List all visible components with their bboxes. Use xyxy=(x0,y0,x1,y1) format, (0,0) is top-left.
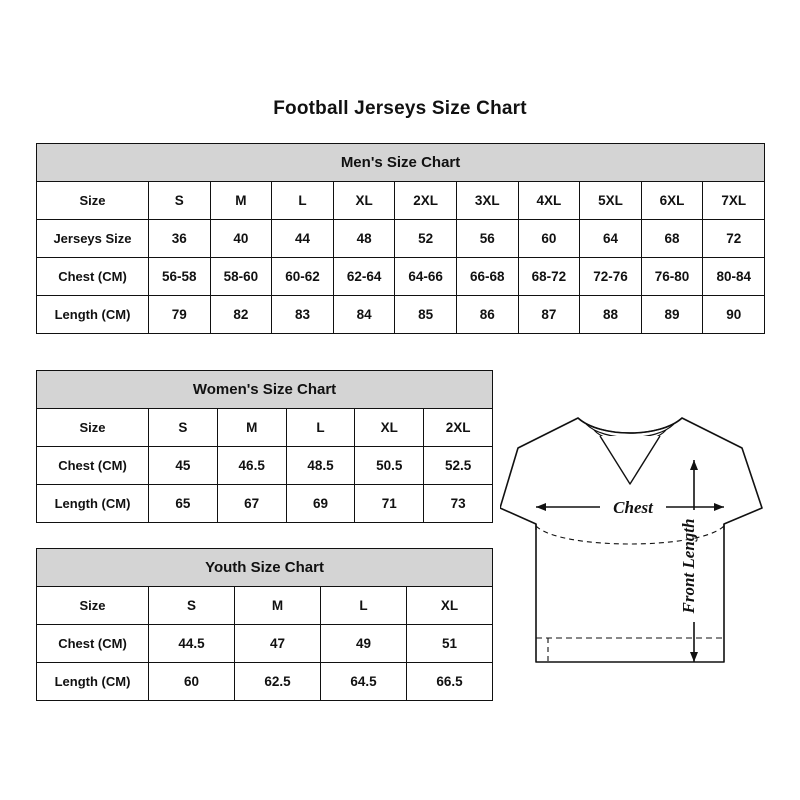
table-row xyxy=(37,447,493,485)
cell: 3XL xyxy=(456,182,518,220)
jersey-measurement-diagram xyxy=(500,400,790,700)
cell: 47 xyxy=(235,625,321,663)
cell: 44.5 xyxy=(149,625,235,663)
cell: S xyxy=(149,587,235,625)
cell: 2XL xyxy=(424,409,493,447)
cell: 90 xyxy=(703,296,765,334)
cell: XL xyxy=(333,182,395,220)
cell: 72-76 xyxy=(580,258,642,296)
cell: 52.5 xyxy=(424,447,493,485)
cell: 65 xyxy=(149,485,218,523)
cell: 7XL xyxy=(703,182,765,220)
cell: 48.5 xyxy=(286,447,355,485)
cell: 85 xyxy=(395,296,457,334)
cell: 60 xyxy=(149,663,235,701)
cell: 86 xyxy=(456,296,518,334)
youth-size-table xyxy=(36,548,493,701)
cell: 79 xyxy=(149,296,211,334)
cell: 69 xyxy=(286,485,355,523)
table-row xyxy=(37,258,765,296)
cell: M xyxy=(210,182,272,220)
cell: S xyxy=(149,182,211,220)
cell: 64.5 xyxy=(321,663,407,701)
cell: 76-80 xyxy=(641,258,703,296)
cell: 62-64 xyxy=(333,258,395,296)
cell: 71 xyxy=(355,485,424,523)
cell: 45 xyxy=(149,447,218,485)
cell: 82 xyxy=(210,296,272,334)
table-row xyxy=(37,587,493,625)
row-label: Size xyxy=(37,182,149,220)
cell: 60-62 xyxy=(272,258,334,296)
cell: 48 xyxy=(333,220,395,258)
cell: 83 xyxy=(272,296,334,334)
cell: 52 xyxy=(395,220,457,258)
cell: 64-66 xyxy=(395,258,457,296)
table-row xyxy=(37,220,765,258)
cell: 5XL xyxy=(580,182,642,220)
table-row xyxy=(37,409,493,447)
table-row xyxy=(37,485,493,523)
row-label: Length (CM) xyxy=(37,296,149,334)
womens-caption: Women's Size Chart xyxy=(37,371,493,409)
cell: 72 xyxy=(703,220,765,258)
cell: 89 xyxy=(641,296,703,334)
row-label: Size xyxy=(37,587,149,625)
table-row xyxy=(37,663,493,701)
table-row xyxy=(37,296,765,334)
cell: 56 xyxy=(456,220,518,258)
cell: 4XL xyxy=(518,182,580,220)
youth-size-chart xyxy=(36,548,492,701)
table-row xyxy=(37,625,493,663)
cell: 67 xyxy=(217,485,286,523)
cell: 60 xyxy=(518,220,580,258)
cell: 62.5 xyxy=(235,663,321,701)
cell: 2XL xyxy=(395,182,457,220)
cell: L xyxy=(321,587,407,625)
row-label: Length (CM) xyxy=(37,485,149,523)
womens-size-chart xyxy=(36,370,492,523)
cell: 44 xyxy=(272,220,334,258)
table-row xyxy=(37,182,765,220)
table-caption-row xyxy=(37,549,493,587)
cell: 46.5 xyxy=(217,447,286,485)
cell: 56-58 xyxy=(149,258,211,296)
row-label: Chest (CM) xyxy=(37,625,149,663)
chest-label: Chest xyxy=(613,498,653,517)
cell: 36 xyxy=(149,220,211,258)
cell: 66-68 xyxy=(456,258,518,296)
cell: 51 xyxy=(407,625,493,663)
mens-caption: Men's Size Chart xyxy=(37,144,765,182)
row-label: Length (CM) xyxy=(37,663,149,701)
cell: 88 xyxy=(580,296,642,334)
youth-caption: Youth Size Chart xyxy=(37,549,493,587)
row-label: Size xyxy=(37,409,149,447)
table-caption-row xyxy=(37,371,493,409)
cell: L xyxy=(272,182,334,220)
row-label: Chest (CM) xyxy=(37,258,149,296)
cell: 68 xyxy=(641,220,703,258)
row-label: Jerseys Size xyxy=(37,220,149,258)
mens-size-chart xyxy=(36,143,764,334)
cell: 40 xyxy=(210,220,272,258)
cell: 66.5 xyxy=(407,663,493,701)
row-label: Chest (CM) xyxy=(37,447,149,485)
cell: 80-84 xyxy=(703,258,765,296)
cell: XL xyxy=(355,409,424,447)
cell: 49 xyxy=(321,625,407,663)
cell: M xyxy=(217,409,286,447)
table-caption-row xyxy=(37,144,765,182)
womens-size-table xyxy=(36,370,493,523)
cell: 50.5 xyxy=(355,447,424,485)
cell: S xyxy=(149,409,218,447)
front-length-label: Front Length xyxy=(679,518,698,614)
cell: M xyxy=(235,587,321,625)
mens-size-table xyxy=(36,143,765,334)
page-title: Football Jerseys Size Chart xyxy=(273,98,527,119)
cell: 68-72 xyxy=(518,258,580,296)
cell: 64 xyxy=(580,220,642,258)
cell: 58-60 xyxy=(210,258,272,296)
cell: 84 xyxy=(333,296,395,334)
cell: 73 xyxy=(424,485,493,523)
cell: 6XL xyxy=(641,182,703,220)
cell: 87 xyxy=(518,296,580,334)
cell: L xyxy=(286,409,355,447)
cell: XL xyxy=(407,587,493,625)
